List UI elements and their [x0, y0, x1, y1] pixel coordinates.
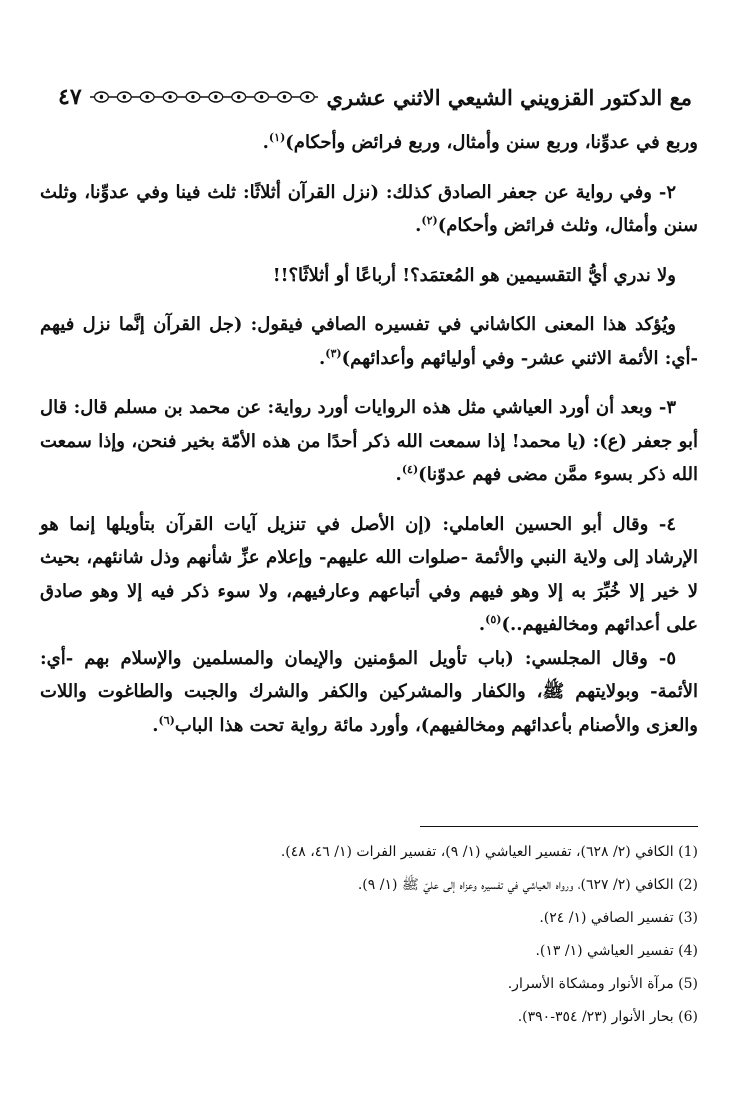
- footnote-ref-3: (٣): [325, 346, 342, 360]
- footnote-5: (5) مرآة الأنوار ومشكاة الأسرار.: [507, 976, 698, 992]
- footnote-ref-1: (١): [268, 131, 286, 144]
- footnote-2: (2) الكافي (٢/ ٦٢٧)، ورواه العياشي في تفسيره وعزاه إلى عليّ ﷺ (١/ ٩).: [357, 877, 698, 893]
- footnote-1: (1) الكافي (٢/ ٦٢٨)، تفسير العياشي (١/ ٩)، تفسير الفرات (١/ ٤٦، ٤٨).: [280, 844, 698, 860]
- footnote-ref-6: (٦): [158, 713, 175, 727]
- footnote-separator: [420, 826, 698, 827]
- footnote-4: (4) تفسير العياشي (١/ ١٣).: [535, 943, 698, 959]
- footnote-6: (6) بحار الأنوار (٢٣/ ٣٥٤-٣٩٠).: [517, 1009, 698, 1025]
- running-title: مع الدكتور القزويني الشيعي الاثني عشري: [326, 84, 692, 110]
- footnote-3: (3) تفسير الصافي (١/ ٢٤).: [539, 910, 698, 926]
- paragraph-2: ٢- وفي رواية عن جعفر الصادق كذلك: (نزل القرآن أثلاثًا: ثلث فينا وفي عدوِّنا، وثلث سنن وأمثال، وثلث فرائض وأحكام)$^{(٢)}$.: [40, 181, 698, 236]
- paragraph-3: ولا ندري أيُّ التقسيمين هو المُعتمَد؟! أرباعًا أو أثلاثًا؟!!: [272, 264, 676, 286]
- page-header: [58, 80, 692, 114]
- paragraph-7: ٥- وقال المجلسي: (باب تأويل المؤمنين والإيمان والمسلمين والإسلام بهم -أي: الأئمة- وبولايتهم ﷺ، والكفار والمشركين والكفر والشرك والجبت والطاغوت واللات والعزى والأصنام بأعدائهم ومخالفيهم)، وأورد مائة رواية تحت هذا الباب$^{(٦)}$.: [40, 647, 698, 736]
- page-number: ٤٧: [58, 84, 82, 110]
- footnote-ref-4: (٤): [401, 463, 419, 476]
- footnote-ref-5: (٥): [485, 613, 502, 626]
- main-text: [40, 126, 698, 742]
- paragraph-1: وربع في عدوِّنا، وربع سنن وأمثال، وربع فرائض وأحكام)$^{(١)}$.: [262, 131, 698, 153]
- paragraph-5: ٣- وبعد أن أورد العياشي مثل هذه الروايات أورد رواية: عن محمد بن مسلم قال: قال أبو جعفر (ع): (يا محمد! إذا سمعت الله ذكر أحدًا من هذه الأمّة بخير فنحن، وإذا سمعت الله ذكر بسوء ممَّن مضى فهم عدوّنا)$^{(٤)}$.: [40, 397, 698, 485]
- footnotes: [40, 836, 698, 1034]
- paragraph-4: ويُؤكد هذا المعنى الكاشاني في تفسيره الصافي فيقول: (جل القرآن إنَّما نزل فيهم -أي: الأئمة الاثني عشر- وفي أوليائهم وأعدائهم)$^{(٣)}$.: [40, 314, 698, 369]
- paragraph-6: ٤- وقال أبو الحسين العاملي: (إن الأصل في تنزيل آيات القرآن بتأويلها إنما هو الإرشاد إلى ولاية النبي والأئمة -صلوات الله عليهم- وإعلام عزِّ شأنهم وذل شانئهم، بحيث لا خير إلا خُبِّرَ به إلا وهو فيهم وفي أتباعهم وعارفيهم، ولا سوء ذكر فيه إلا وهو صادق على أعدائهم ومخالفيهم..)$^{(٥)}$.: [40, 513, 698, 635]
- footnote-ref-2: (٢): [421, 214, 438, 227]
- decorative-border-ornament: [90, 87, 319, 107]
